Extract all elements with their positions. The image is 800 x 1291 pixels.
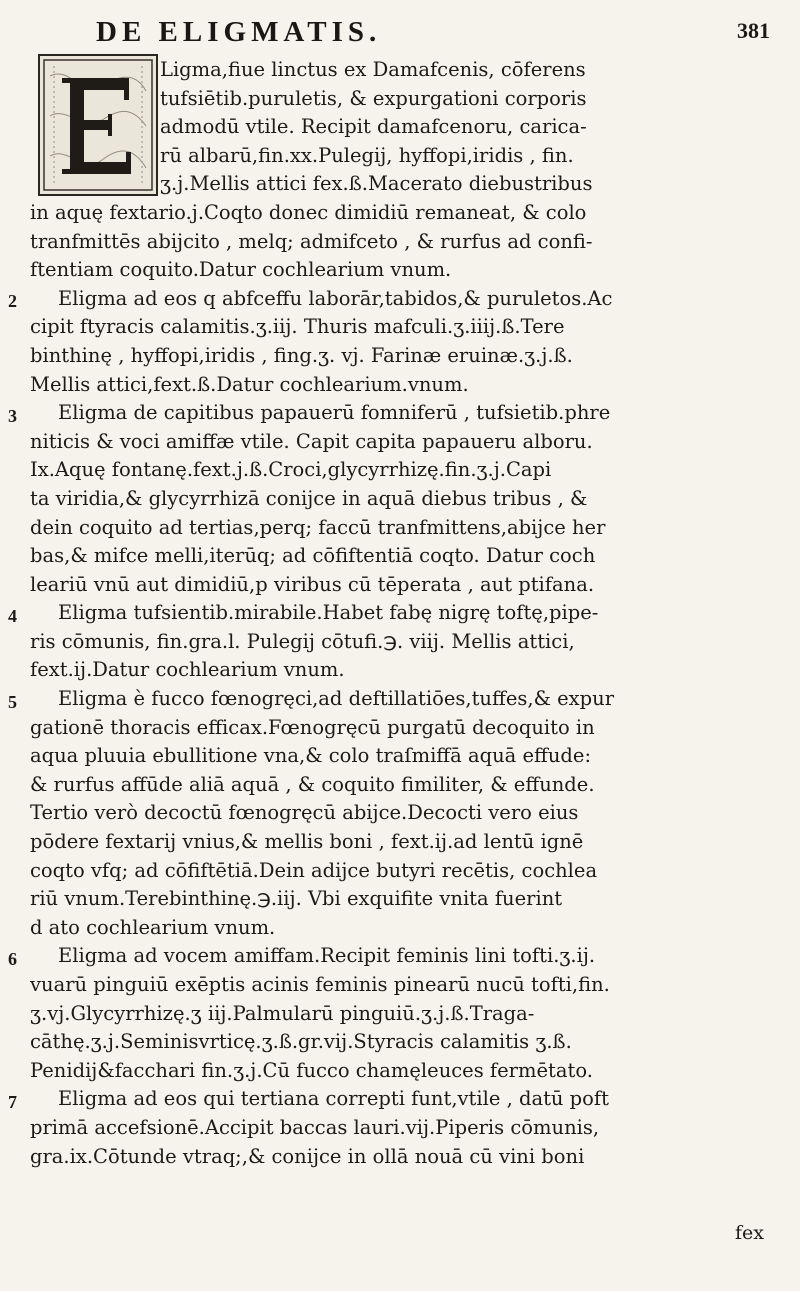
text-line: in aquę fextario.j.Coqto donec dimidiū remaneat, & colo: [30, 200, 587, 224]
paragraph-start-line: Eligma è fucco fœnogręci,ad deftillatiōes,tuffes,& expur: [58, 687, 615, 711]
text-line: Tertio verò decoctū fœnogręcū abijce.Decocti vero eius: [30, 801, 579, 825]
text-line: cipit ftyracis calamitis.ʒ.iij. Thuris mafculi.ʒ.iiij.ß.Tere: [30, 315, 565, 339]
text-line: cāthę.ʒ.j.Seminisvrticę.ʒ.ß.gr.vij.Styracis calamitis ʒ.ß.: [30, 1030, 572, 1054]
paragraph-number: 4: [8, 606, 17, 626]
text-line: fext.ij.Datur cochlearium vnum.: [30, 658, 345, 682]
text-line: ftentiam coquito.Datur cochlearium vnum.: [30, 258, 452, 282]
text-line: ta viridia,& glycyrrhizā conijce in aquā diebus tribus , &: [30, 486, 588, 510]
text-line: Mellis attici,fext.ß.Datur cochlearium.vnum.: [30, 372, 469, 396]
text-body: [28, 56, 768, 1171]
text-line: dein coquito ad tertias,perq; faccū tranfmittens,abijce her: [30, 515, 606, 539]
text-line: riū vnum.Terebinthinę.℈.iij. Vbi exquifite vnita fuerint: [30, 887, 563, 911]
text-line: Ligma,fiue linctus ex Damafcenis, cōferens: [160, 58, 586, 81]
text-line: Ix.Aquę fontanę.fext.j.ß.Croci,glycyrrhizę.fin.ʒ.j.Capi: [30, 458, 552, 482]
text-line: Penidij&facchari fin.ʒ.j.Cū fucco chamęleuces fermētato.: [30, 1058, 593, 1082]
running-title: DE ELIGMATIS.: [96, 16, 382, 48]
text-line: vuarū pinguiū exēptis acinis feminis pinearū nucū tofti,fin.: [30, 973, 610, 996]
page-number: 381: [737, 18, 770, 43]
paragraph-number: 7: [8, 1092, 17, 1112]
text-line: d ato cochlearium vnum.: [30, 915, 276, 939]
paragraph-number: 3: [8, 406, 17, 426]
paragraph-number: 6: [8, 949, 17, 969]
text-line: tranfmittēs abijcito , melq; admifceto , & rurfus ad confi-: [30, 229, 593, 253]
paragraph-number: 5: [8, 692, 17, 712]
text-line: rū albarū,fin.xx.Pulegij, hyffopi,iridis , fin.: [160, 143, 574, 167]
catchword: fex: [735, 1222, 764, 1244]
text-line: ʒ.j.Mellis attici fex.ß.Macerato diebustribus: [160, 172, 593, 196]
text-line: aqua pluuia ebullitione vna,& colo traſmiffā aquā effude:: [30, 744, 592, 768]
text-line: primā accefsionē.Accipit baccas lauri.vij.Piperis cōmunis,: [30, 1115, 600, 1139]
running-head: [96, 16, 776, 56]
text-line: coqto vfq; ad cōfiftētiā.Dein adijce butyri recētis, cochlea: [30, 858, 598, 882]
paragraph-start-line: Eligma de capitibus papauerū fomniferū , tufsietib.phre: [58, 401, 611, 425]
text-line: & rurfus affūde aliā aquā , & coquito fimiliter, & effunde.: [30, 772, 595, 796]
text-line: ʒ.vj.Glycyrrhizę.ʒ iij.Palmularū pinguiū.ʒ.j.ß.Traga-: [30, 1001, 535, 1025]
text-line: leariū vnū aut dimidiū,p viribus cū tēperata , aut ptifana.: [30, 572, 595, 596]
text-line: niticis & voci amiffæ vtile. Capit capita papaueru alboru.: [30, 429, 593, 453]
text-line: binthinę , hyffopi,iridis , fing.ʒ. vj. Farinæ eruinæ.ʒ.j.ß.: [30, 343, 573, 367]
text-line: gra.ix.Cōtunde vtraq;,& conijce in ollā nouā cū vini boni: [30, 1144, 585, 1168]
text-line: pōdere fextarij vnius,& mellis boni , fext.ij.ad lentū ignē: [30, 830, 584, 854]
paragraph-start-line: Eligma ad eos qui tertiana correpti funt,vtile , datū poft: [58, 1087, 609, 1111]
text-line: admodū vtile. Recipit damafcenoru, carica-: [160, 115, 587, 139]
paragraph-start-line: Eligma tufsientib.mirabile.Habet fabę nigrę toftę,pipe-: [58, 601, 599, 625]
paragraph-start-line: Eligma ad vocem amiffam.Recipit feminis lini tofti.ʒ.ij.: [58, 944, 596, 968]
paragraph-start-line: Eligma ad eos q abfceffu laborār,tabidos,& puruletos.Ac: [58, 286, 613, 310]
text-line: gationē thoracis efficax.Fœnogręcū purgatū decoquito in: [30, 715, 595, 739]
text-line: ris cōmunis, fin.gra.l. Pulegij cōtufi.℈. viij. Mellis attici,: [30, 629, 575, 653]
paragraph-number: 2: [8, 291, 17, 311]
text-line: tufsiētib.puruletis, & expurgationi corporis: [160, 86, 587, 110]
text-line: bas,& mifce melli,iterūq; ad cōfiftentiā coqto. Datur coch: [30, 544, 596, 568]
